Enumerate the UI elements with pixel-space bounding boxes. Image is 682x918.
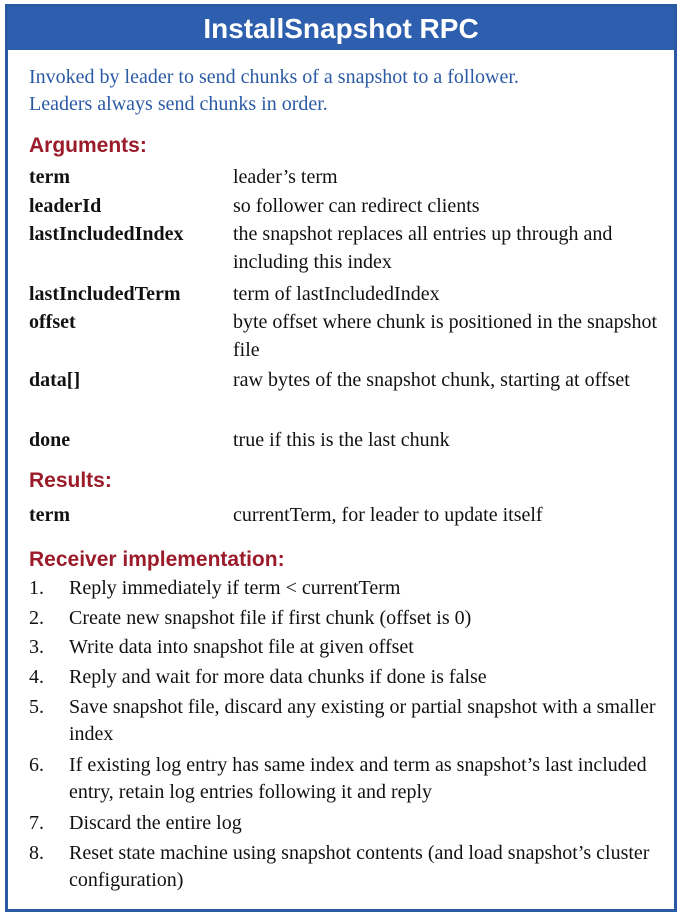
step-number: 6. [29,754,44,776]
step-text: Write data into snapshot file at given offset [69,636,414,658]
argument-desc: true if this is the last chunk [233,429,450,451]
result-term: term [29,504,71,526]
step-text: Reply immediately if term < currentTerm [69,577,401,599]
intro-line: Invoked by leader to send chunks of a snapshot to a follower. [29,66,519,88]
step-number: 5. [29,696,44,718]
step-text: Save snapshot file, discard any existing or partial snapshot with a smaller index [69,696,656,745]
intro-line: Leaders always send chunks in order. [29,93,328,115]
argument-term: offset [29,311,76,333]
step-text: Reply and wait for more data chunks if done is false [69,666,487,688]
argument-desc: so follower can redirect clients [233,195,480,217]
step-text: Reset state machine using snapshot contents (and load snapshot’s cluster configuration) [69,842,650,891]
step-text: Discard the entire log [69,812,242,834]
step-number: 8. [29,842,44,864]
arguments-heading: Arguments: [29,134,147,157]
argument-term: term [29,166,71,188]
step-number: 4. [29,666,44,688]
step-number: 2. [29,607,44,629]
step-text: If existing log entry has same index and term as snapshot’s last included entry, retain log entries following it and reply [69,754,647,803]
argument-term: data[] [29,369,81,391]
step-number: 3. [29,636,44,658]
card-title: InstallSnapshot RPC [8,7,674,50]
argument-desc: raw bytes of the snapshot chunk, starting at offset [233,369,630,391]
argument-term: leaderId [29,195,102,217]
argument-desc: term of lastIncludedIndex [233,283,440,305]
argument-desc: byte offset where chunk is positioned in the snapshot file [233,311,658,361]
argument-term: lastIncludedIndex [29,223,184,245]
step-text: Create new snapshot file if first chunk (offset is 0) [69,607,472,629]
receiver-heading: Receiver implementation: [29,548,285,571]
step-number: 1. [29,577,44,599]
step-number: 7. [29,812,44,834]
argument-term: done [29,429,71,451]
results-heading: Results: [29,469,112,492]
rpc-card [5,4,677,912]
argument-desc: leader’s term [233,166,338,188]
intro-text [29,64,659,118]
argument-term: lastIncludedTerm [29,283,181,305]
argument-desc: the snapshot replaces all entries up through and including this index [233,223,613,273]
result-desc: currentTerm, for leader to update itself [233,504,543,526]
